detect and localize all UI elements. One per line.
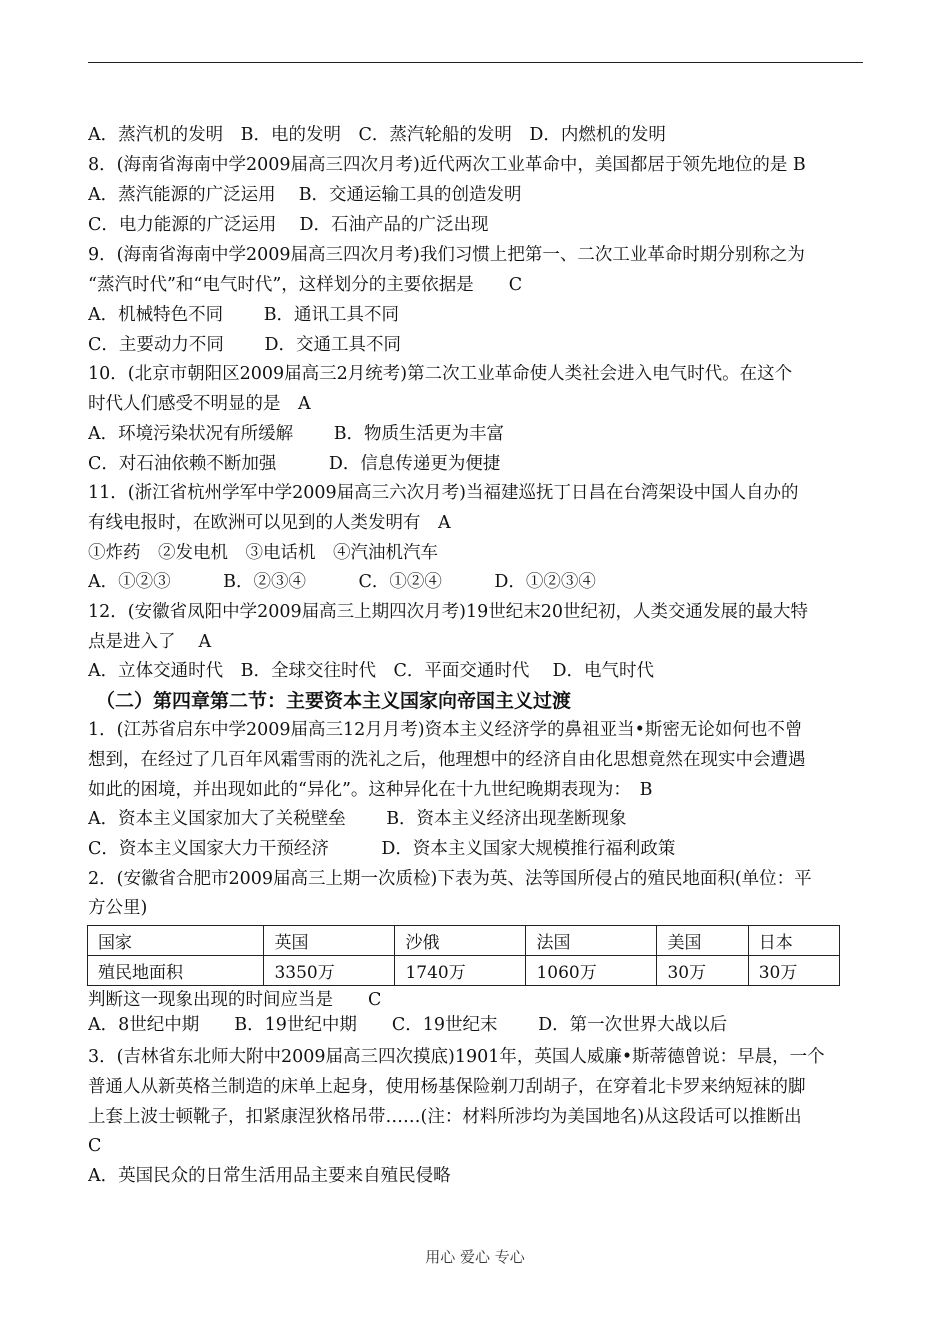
question-2: 2．(安徽省合肥市2009届高三上期一次质检)下表为英、法等国所侵占的殖民地面积(单位：平 bbox=[88, 869, 812, 889]
colony-area-table bbox=[87, 925, 840, 986]
option-line: A．立体交通时代 B．全球交往时代 C．平面交通时代 D．电气时代 bbox=[88, 661, 654, 681]
question-3-cont: 上套上波士顿靴子，扣紧康涅狄格吊带……(注：材料所涉均为美国地名)从这段话可以推断出 bbox=[88, 1107, 802, 1127]
table-cell: 殖民地面积 bbox=[88, 956, 264, 986]
question-11-cont: 有线电报时，在欧洲可以见到的人类发明有 A bbox=[88, 513, 451, 533]
table-cell: 国家 bbox=[88, 926, 264, 956]
question-8: 8．(海南省海南中学2009届高三四次月考)近代两次工业革命中，美国都居于领先地位的是 B bbox=[88, 155, 806, 175]
header-rule bbox=[88, 62, 863, 63]
option-line: C．对石油依赖不断加强 D．信息传递更为便捷 bbox=[88, 454, 501, 474]
option-line: A．①②③ B．②③④ C．①②④ D．①②③④ bbox=[88, 572, 596, 592]
question-9: 9．(海南省海南中学2009届高三四次月考)我们习惯上把第一、二次工业革命时期分别称之为 bbox=[88, 245, 805, 265]
table-cell: 1060万 bbox=[526, 956, 657, 986]
page-footer: 用心 爱心 专心 bbox=[425, 1248, 525, 1266]
option-line: C．资本主义国家大力干预经济 D．资本主义国家大规模推行福利政策 bbox=[88, 839, 676, 859]
table-cell: 日本 bbox=[748, 926, 839, 956]
option-line: C．电力能源的广泛运用 D．石油产品的广泛出现 bbox=[88, 215, 489, 235]
question-1: 1．(江苏省启东中学2009届高三12月月考)资本主义经济学的鼻祖亚当•斯密无论如何也不曾 bbox=[88, 720, 803, 740]
question-9-cont: “蒸汽时代”和“电气时代”，这样划分的主要依据是 C bbox=[88, 275, 523, 295]
option-line: A．资本主义国家加大了关税壁垒 B．资本主义经济出现垄断现象 bbox=[88, 809, 627, 829]
question-10-cont: 时代人们感受不明显的是 A bbox=[88, 394, 311, 414]
option-line: A．蒸汽机的发明 B．电的发明 C．蒸汽轮船的发明 D．内燃机的发明 bbox=[88, 125, 666, 145]
table-cell: 法国 bbox=[526, 926, 657, 956]
question-2-cont: 方公里) bbox=[88, 898, 148, 918]
table-cell: 30万 bbox=[657, 956, 748, 986]
option-line: A．蒸汽能源的广泛运用 B．交通运输工具的创造发明 bbox=[88, 185, 522, 205]
question-10: 10．(北京市朝阳区2009届高三2月统考)第二次工业革命使人类社会进入电气时代。在这个 bbox=[88, 364, 793, 384]
table-cell: 30万 bbox=[748, 956, 839, 986]
table-cell: 沙俄 bbox=[395, 926, 526, 956]
question-12-cont: 点是进入了 A bbox=[88, 632, 212, 652]
option-line: A．环境污染状况有所缓解 B．物质生活更为丰富 bbox=[88, 424, 505, 444]
question-12: 12．(安徽省凤阳中学2009届高三上期四次月考)19世纪末20世纪初，人类交通发展的最大特 bbox=[88, 602, 808, 622]
answer-line: C bbox=[88, 1136, 102, 1156]
option-line: C．主要动力不同 D．交通工具不同 bbox=[88, 335, 401, 355]
table-cell: 英国 bbox=[264, 926, 395, 956]
option-line: A．8世纪中期 B．19世纪中期 C．19世纪末 D．第一次世界大战以后 bbox=[88, 1015, 728, 1035]
table-cell: 1740万 bbox=[395, 956, 526, 986]
question-2-prompt: 判断这一现象出现的时间应当是 C bbox=[88, 990, 382, 1010]
section-heading: （二）第四章第二节：主要资本主义国家向帝国主义过渡 bbox=[96, 690, 572, 712]
question-3: 3．(吉林省东北师大附中2009届高三四次摸底)1901年，英国人威廉•斯蒂德曾说：早晨，一个 bbox=[88, 1047, 825, 1067]
question-1-cont: 想到，在经过了几百年风霜雪雨的洗礼之后，他理想中的经济自由化思想竟然在现实中会遭遇 bbox=[88, 750, 806, 770]
option-line: A．英国民众的日常生活用品主要来自殖民侵略 bbox=[88, 1166, 451, 1186]
option-line: A．机械特色不同 B．通讯工具不同 bbox=[88, 305, 400, 325]
question-11: 11．(浙江省杭州学军中学2009届高三六次月考)当福建巡抚丁日昌在台湾架设中国人自办的 bbox=[88, 483, 799, 503]
table-cell: 美国 bbox=[657, 926, 748, 956]
table-row bbox=[88, 956, 840, 986]
table-cell: 3350万 bbox=[264, 956, 395, 986]
question-1-cont: 如此的困境，并出现如此的“异化”。这种异化在十九世纪晚期表现为： B bbox=[88, 780, 653, 800]
question-3-cont: 普通人从新英格兰制造的床单上起身，使用杨基保险剃刀刮胡子，在穿着北卡罗来纳短袜的脚 bbox=[88, 1077, 806, 1097]
item-list: ①炸药 ②发电机 ③电话机 ④汽油机汽车 bbox=[88, 543, 438, 563]
table-header-row bbox=[88, 926, 840, 956]
